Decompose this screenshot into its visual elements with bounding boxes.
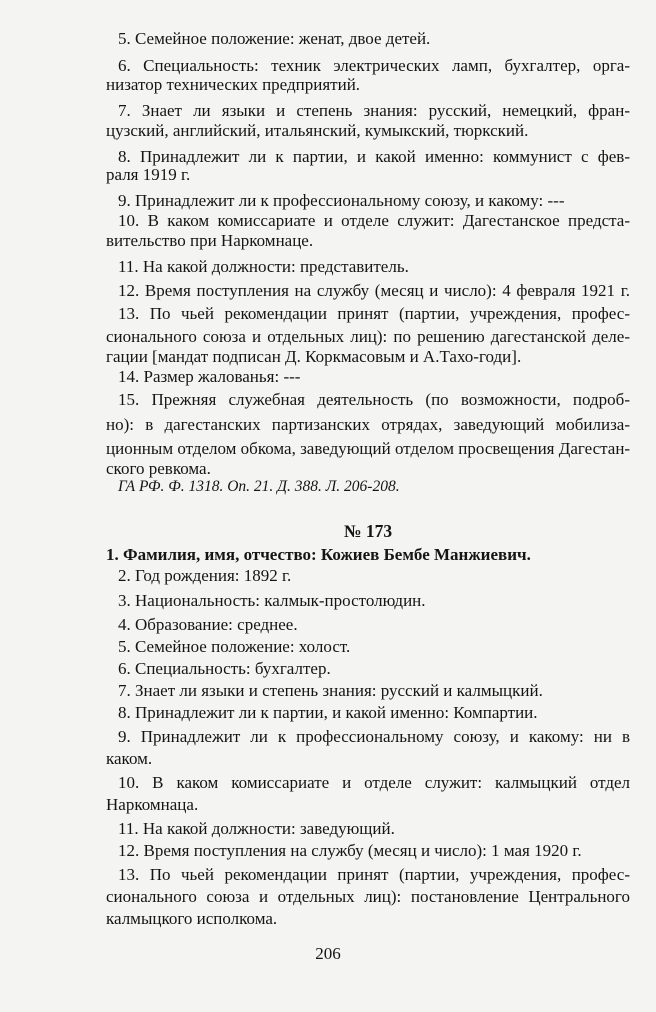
text-line: 10. В каком комиссариате и отделе служит: Дагестанское предста- (118, 211, 630, 230)
text-line: 9. Принадлежит ли к профессиональному союзу, и какому: --- (118, 191, 565, 210)
text-line: сионального союза и отдельных лиц): постановление Центрального (106, 887, 630, 906)
text-line: 6. Специальность: бухгалтер. (118, 659, 331, 678)
text-line: 12. Время поступления на службу (месяц и число): 1 мая 1920 г. (118, 841, 582, 860)
text-line: 9. Принадлежит ли к профессиональному союзу, и какому: ни в (118, 727, 630, 746)
page-number: 206 (315, 944, 341, 963)
text-line: низатор технических предприятий. (106, 75, 361, 94)
text-line: 11. На какой должности: заведующий. (118, 819, 395, 838)
text-line: 7. Знает ли языки и степень знания: русский и калмыцкий. (118, 681, 543, 700)
text-line: 5. Семейное положение: холост. (118, 637, 351, 656)
text-line: ского ревкома. (106, 459, 211, 478)
text-line: ционным отделом обкома, заведующий отделом просвещения Дагестан- (106, 439, 631, 458)
text-line: 5. Семейное положение: женат, двое детей. (118, 29, 431, 48)
text-line: 4. Образование: среднее. (118, 615, 298, 634)
text-line: 8. Принадлежит ли к партии, и какой именно: коммунист с фев- (118, 147, 630, 166)
text-line: 10. В каком комиссариате и отделе служит: калмыцкий отдел (118, 773, 630, 792)
text-line: 8. Принадлежит ли к партии, и какой именно: Компартии. (118, 703, 538, 722)
text-line: 2. Год рождения: 1892 г. (118, 566, 292, 585)
text-line: 6. Специальность: техник электрических ламп, бухгалтер, орга- (118, 56, 630, 75)
text-line: но): в дагестанских партизанских отрядах, заведующий мобилиза- (106, 415, 630, 434)
text-line: Наркомнаца. (106, 795, 199, 814)
text-line: 15. Прежняя служебная деятельность (по возможности, подроб- (118, 390, 630, 409)
text-line: 7. Знает ли языки и степень знания: русский, немецкий, фран- (118, 101, 630, 120)
archive-citation: ГА РФ. Ф. 1318. Оп. 21. Д. 388. Л. 206-208. (118, 478, 400, 495)
text-line: цузский, английский, итальянский, кумыкский, тюркский. (106, 121, 529, 140)
text-line: 14. Размер жалованья: --- (118, 367, 301, 386)
text-line: 13. По чьей рекомендации принят (партии, учреждения, профес- (118, 865, 630, 884)
text-line: вительство при Наркомнаце. (106, 231, 314, 250)
text-line: 13. По чьей рекомендации принят (партии, учреждения, профес- (118, 304, 630, 323)
text-line: 11. На какой должности: представитель. (118, 257, 409, 276)
text-line: 12. Время поступления на службу (месяц и число): 4 февраля 1921 г. (118, 281, 630, 300)
text-line: сионального союза и отдельных лиц): по решению дагестанской деле- (106, 327, 630, 346)
record-heading: 1. Фамилия, имя, отчество: Кожиев Бембе Манжиевич. (106, 545, 531, 564)
document-number: № 173 (343, 521, 393, 541)
text-line: каком. (106, 749, 153, 768)
text-line: 3. Национальность: калмык-простолюдин. (118, 591, 426, 610)
text-line: гации [мандат подписан Д. Коркмасовым и А.Тахо-годи]. (106, 347, 522, 366)
text-line: раля 1919 г. (106, 165, 191, 184)
text-line: калмыцкого исполкома. (106, 909, 278, 928)
